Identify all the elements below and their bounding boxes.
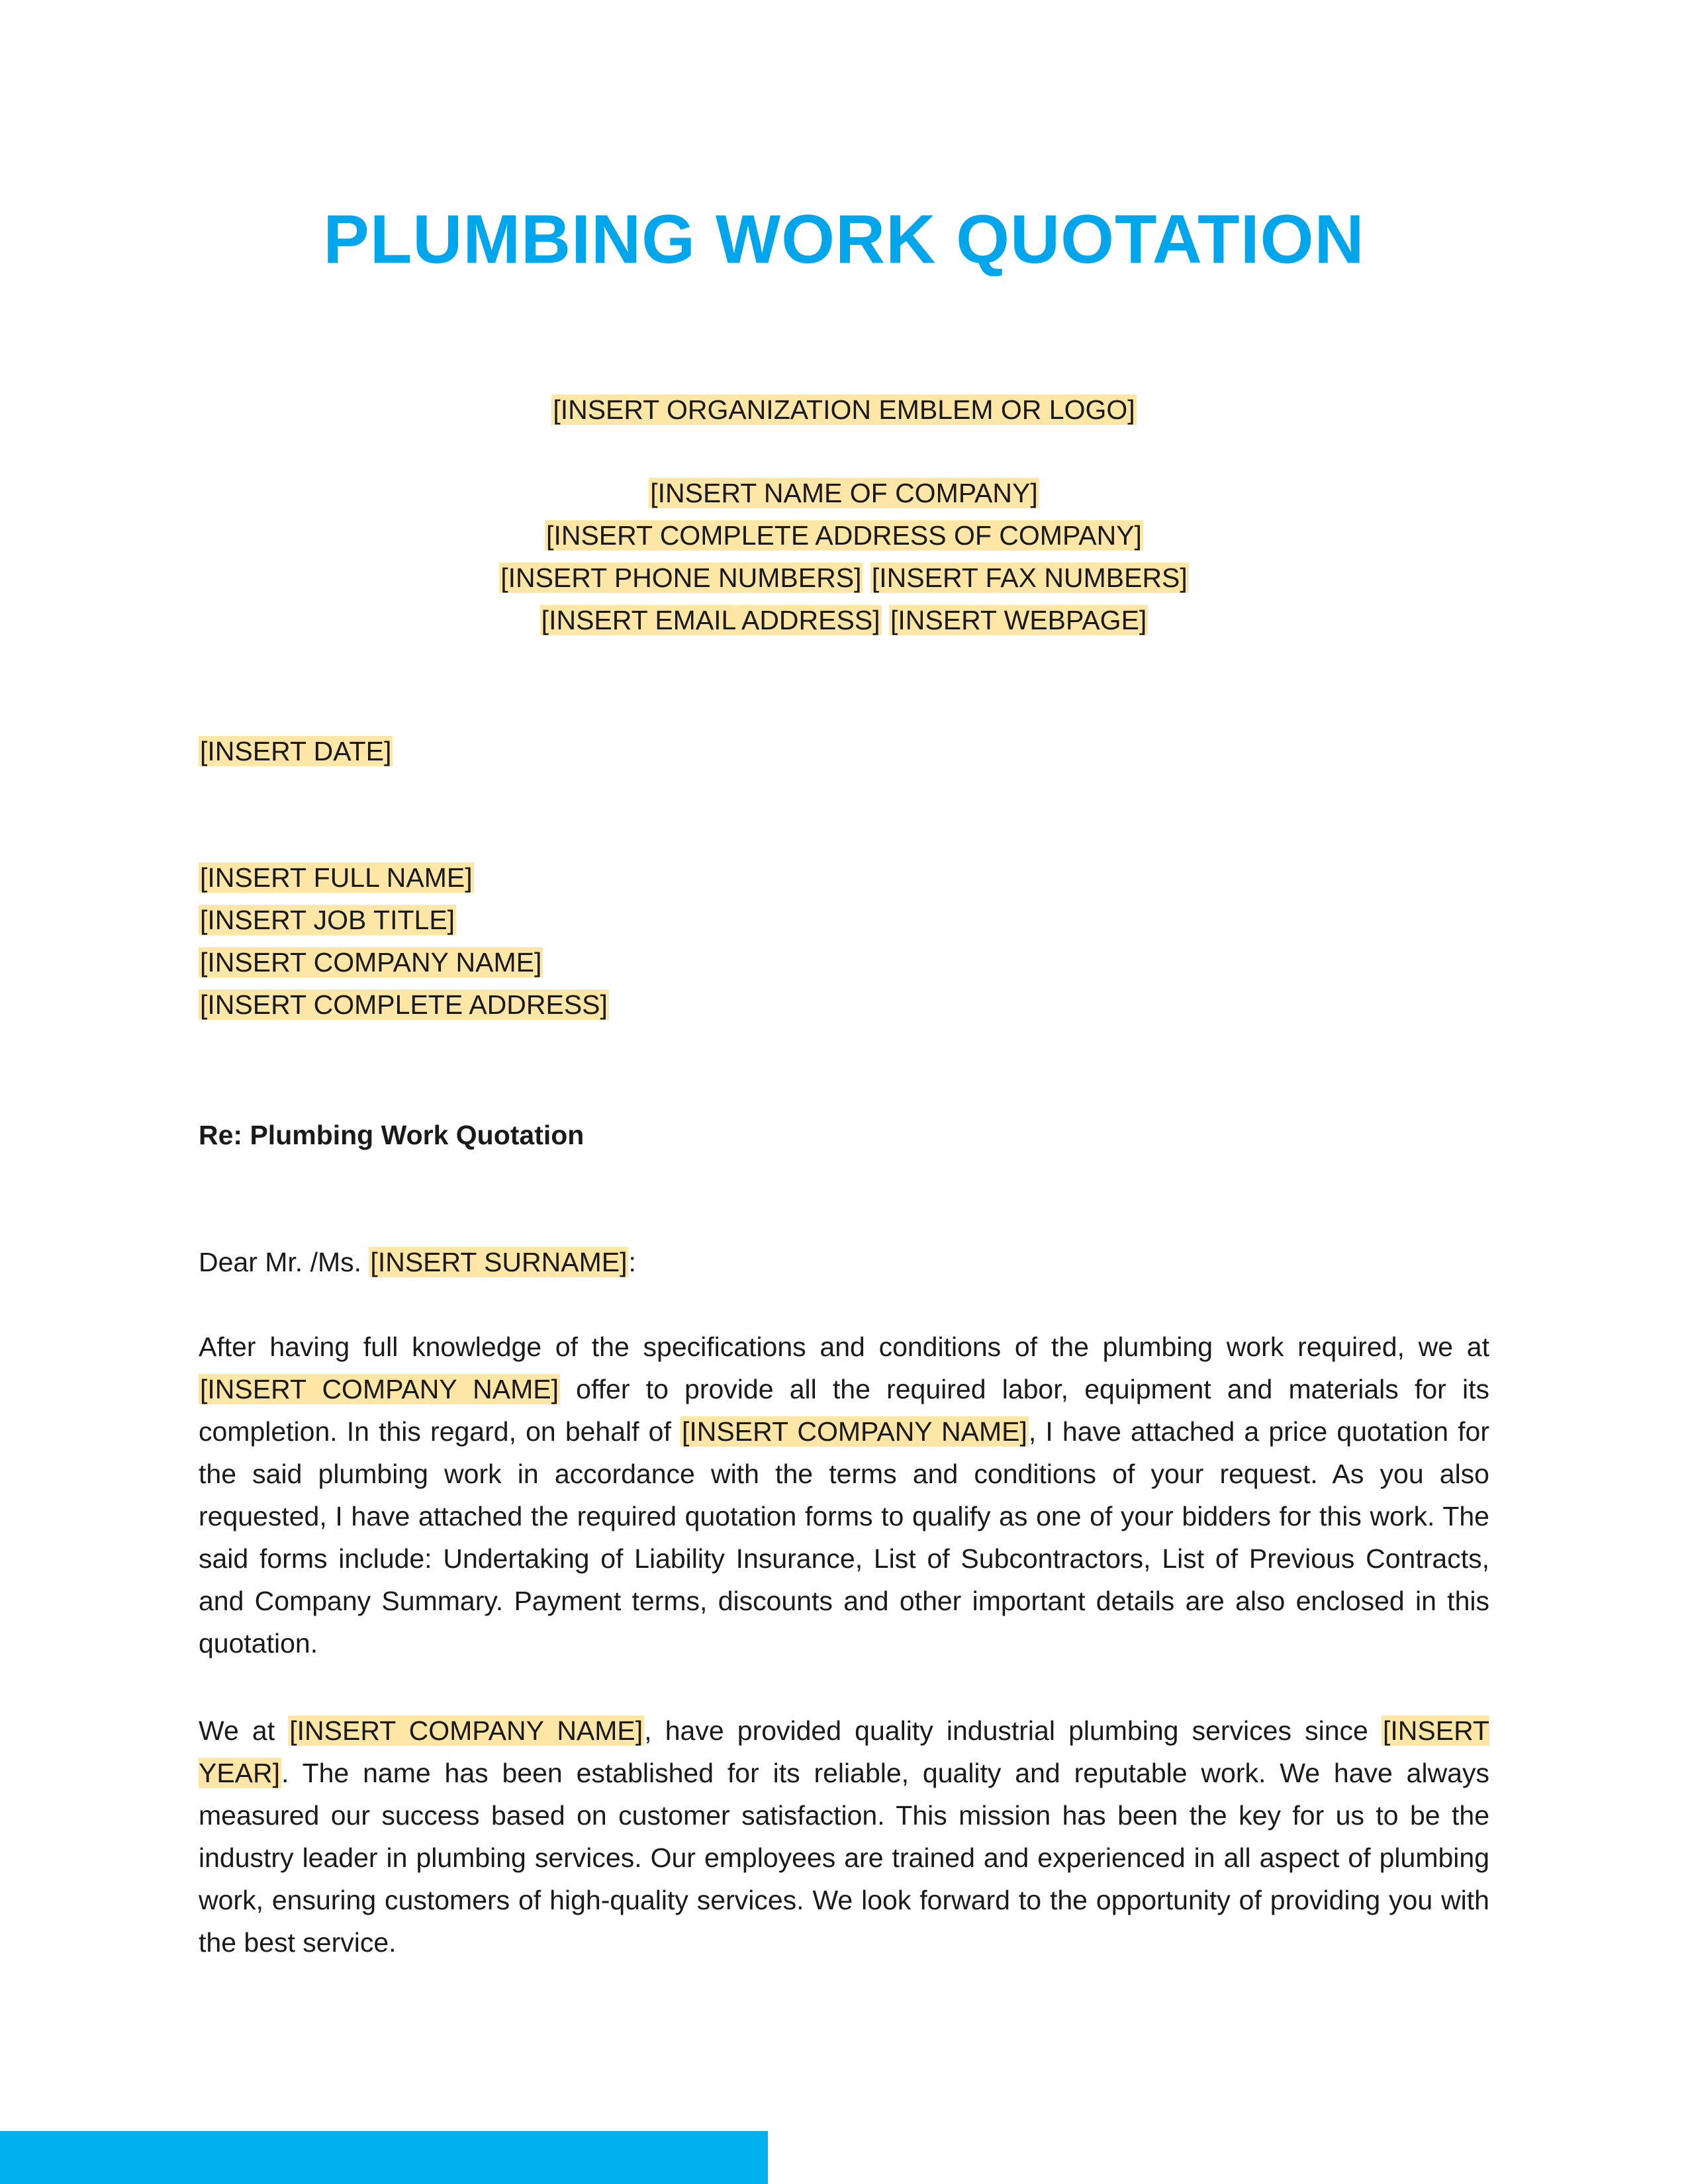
subject-line: Re: Plumbing Work Quotation [199, 1120, 585, 1150]
p1-text-3: , I have attached a price quotation for the said plumbing work in accordance with the terms and conditions of your request. As you also requested, I have attached the required quotation forms to qualify as one of your bidders for this work. The said forms include: Undertaking of Liability Insurance, List of Subcontractors, List of Previous Contracts, and Company Summary. Payment terms, discounts and other important details are also enclosed in this quotation. [199, 1416, 1490, 1659]
salutation-prefix: Dear Mr. /Ms. [199, 1247, 369, 1277]
company-name: [INSERT NAME OF COMPANY] [650, 478, 1038, 508]
p1-company-name-2: [INSERT COMPANY NAME] [682, 1416, 1027, 1447]
footer-accent-bar [0, 2131, 768, 2184]
body-paragraph-1 [199, 1326, 1489, 1664]
salutation [199, 1241, 1489, 1283]
subject-line-block [199, 1114, 1489, 1156]
company-fax: [INSERT FAX NUMBERS] [871, 563, 1188, 593]
p2-year: [INSERT YEAR] [199, 1715, 1489, 1788]
company-email: [INSERT EMAIL ADDRESS] [541, 605, 880, 635]
p2-text-1: We at [199, 1715, 289, 1746]
company-address: [INSERT COMPLETE ADDRESS OF COMPANY] [546, 520, 1142, 551]
salutation-surname: [INSERT SURNAME] [370, 1247, 628, 1277]
company-header [0, 472, 1688, 641]
company-phone: [INSERT PHONE NUMBERS] [500, 563, 862, 593]
date-block [199, 730, 1489, 772]
logo-placeholder-block [0, 388, 1688, 431]
p2-text-3: . The name has been established for its reliable, quality and reputable work. We have always measured our success based on customer satisfaction. This mission has been the key for us to be the industry leader in plumbing services. Our employees are trained and experienced in all aspect of plumbing work, ensuring customers of high-quality services. We look forward to the opportunity of providing you with the best service. [199, 1758, 1489, 1958]
recipient-full-name: [INSERT FULL NAME] [200, 862, 473, 893]
recipient-company-name: [INSERT COMPANY NAME] [200, 947, 542, 978]
letter-date: [INSERT DATE] [200, 736, 392, 766]
p2-company-name: [INSERT COMPANY NAME] [289, 1715, 643, 1746]
company-webpage: [INSERT WEBPAGE] [890, 605, 1147, 635]
recipient-job-title: [INSERT JOB TITLE] [200, 905, 455, 935]
recipient-address: [INSERT COMPLETE ADDRESS] [200, 989, 608, 1020]
p1-company-name-1: [INSERT COMPANY NAME] [200, 1374, 559, 1404]
body-paragraph-2 [199, 1709, 1489, 1964]
logo-placeholder: [INSERT ORGANIZATION EMBLEM OR LOGO] [553, 394, 1135, 425]
p1-text-1: After having full knowledge of the specifications and conditions of the plumbing work required, we at [199, 1332, 1489, 1362]
document-title: PLUMBING WORK QUOTATION [323, 201, 1365, 278]
p1-text-2: offer to provide all the required labor, equipment and materials for its completion. In this regard, on behalf of [199, 1374, 1489, 1447]
salutation-suffix: : [628, 1247, 636, 1277]
p2-text-2: , have provided quality industrial plumbing services since [644, 1715, 1382, 1746]
recipient-block [199, 856, 1489, 1026]
